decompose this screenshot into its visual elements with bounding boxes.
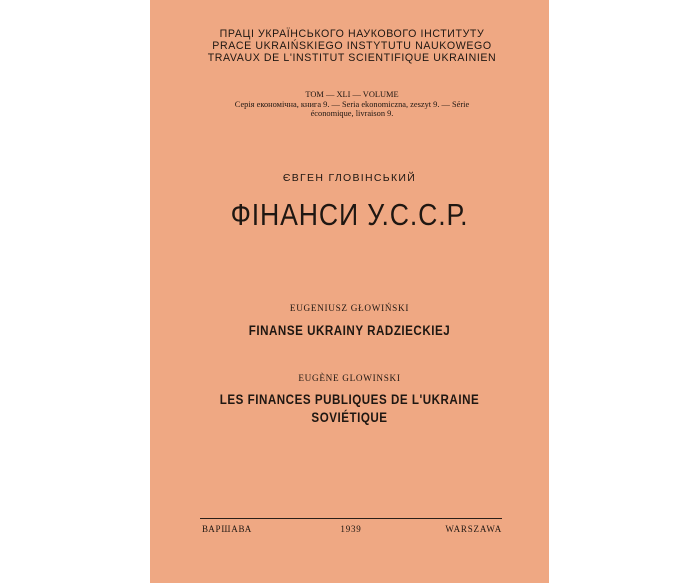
title-ukrainian: ФІНАНСИ У.С.С.Р. xyxy=(230,197,469,232)
author-ukrainian: ЄВГЕН ГЛОВІНСЬКИЙ xyxy=(282,172,417,184)
volume-number: ТОМ — XLI — VOLUME xyxy=(305,90,399,99)
city-polish: WARSZAWA xyxy=(445,524,502,534)
title-french xyxy=(178,391,521,427)
book-cover xyxy=(150,0,549,583)
author-polish: EUGENIUSZ GŁOWIŃSKI xyxy=(289,303,410,313)
volume-info xyxy=(195,90,509,119)
institute-name-ukrainian: ПРАЦІ УКРАЇНСЬКОГО НАУКОВОГО ІНСТИТУТУ xyxy=(219,28,485,40)
title-french-line-1: LES FINANCES PUBLIQUES DE L'UKRAINE xyxy=(219,392,480,407)
footer-divider xyxy=(200,518,502,519)
author-french: EUGÈNE GLOWINSKI xyxy=(298,373,401,383)
title-polish: FINANSE UKRAINY RADZIECKIEJ xyxy=(248,323,451,338)
publication-year: 1939 xyxy=(340,524,362,534)
city-ukrainian: ВАРШАВА xyxy=(202,524,253,534)
institute-name-polish: PRACE UKRAIŃSKIEGO INSTYTUTU NAUKOWEGO xyxy=(212,40,492,52)
series-info-line-2: économique, livraison 9. xyxy=(310,109,394,118)
title-french-line-2: SOVIÉTIQUE xyxy=(311,410,388,425)
imprint-footer xyxy=(200,524,502,538)
institute-name-french: TRAVAUX DE L'INSTITUT SCIENTIFIQUE UKRAINIEN xyxy=(207,52,497,64)
series-info-line-1: Серія економічна, книга 9. — Seria ekonomiczna, zeszyt 9. — Série xyxy=(234,99,470,109)
institute-header xyxy=(202,28,502,64)
